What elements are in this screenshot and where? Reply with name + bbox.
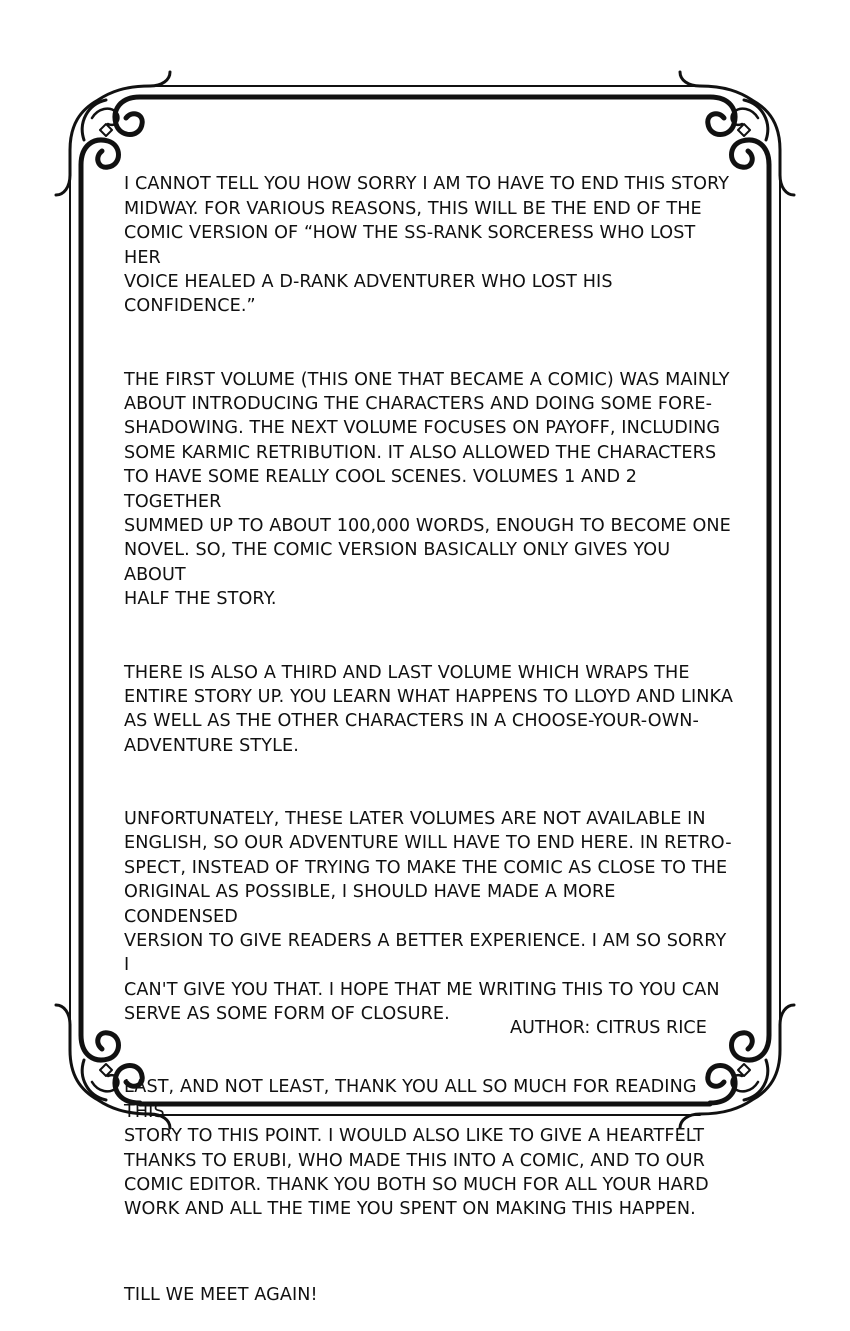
letter-body: [124, 148, 734, 1331]
letter-signoff: TILL WE MEET AGAIN!: [124, 1284, 318, 1305]
letter-paragraph-4: UNFORTUNATELY, THESE LATER VOLUMES ARE NOT AVAILABLE IN ENGLISH, SO OUR ADVENTURE WILL HAVE TO END HERE. IN RETRO- SPECT, INSTEAD OF TRYING TO MAKE THE COMIC AS CLOSE TO THE ORIGINAL AS POSSIBLE, I SHOULD HAVE MADE A MORE CONDENSED VERSION TO GIVE READERS A BETTER EXPERIENCE. I AM SO SORRY I CAN'T GIVE YOU THAT. I HOPE THAT ME WRITING THIS TO YOU CAN SERVE AS SOME FORM OF CLOSURE.: [124, 808, 732, 1025]
letter-paragraph-1: I CANNOT TELL YOU HOW SORRY I AM TO HAVE TO END THIS STORY MIDWAY. FOR VARIOUS REASONS, THIS WILL BE THE END OF THE COMIC VERSION OF “HOW THE SS-RANK SORCERESS WHO LOST HER VOICE HEALED A D-RANK ADVENTURER WHO LOST HIS CONFIDENCE.”: [124, 174, 730, 317]
letter-paragraph-3: THERE IS ALSO A THIRD AND LAST VOLUME WHICH WRAPS THE ENTIRE STORY UP. YOU LEARN WHAT HAPPENS TO LLOYD AND LINKA AS WELL AS THE OTHER CHARACTERS IN A CHOOSE-YOUR-OWN- ADVENTURE STYLE.: [124, 662, 733, 756]
letter-paragraph-5: LAST, AND NOT LEAST, THANK YOU ALL SO MUCH FOR READING THIS STORY TO THIS POINT. I WOULD ALSO LIKE TO GIVE A HEARTFELT THANKS TO ERUBI, WHO MADE THIS INTO A COMIC, AND TO OUR COMIC EDITOR. THANK YOU BOTH SO MUCH FOR ALL YOUR HARD WORK AND ALL THE TIME YOU SPENT ON MAKING THIS HAPPEN.: [124, 1077, 709, 1220]
author-signature: AUTHOR: CITRUS RICE: [510, 1018, 707, 1038]
letter-paragraph-2: THE FIRST VOLUME (THIS ONE THAT BECAME A COMIC) WAS MAINLY ABOUT INTRODUCING THE CHARACTERS AND DOING SOME FORE- SHADOWING. THE NEXT VOLUME FOCUSES ON PAYOFF, INCLUDING SOME KARMIC RETRIBUTION. IT ALSO ALLOWED THE CHARACTERS TO HAVE SOME REALLY COOL SCENES. VOLUMES 1 AND 2 TOGETHER SUMMED UP TO ABOUT 100,000 WORDS, ENOUGH TO BECOME ONE NOVEL. SO, THE COMIC VERSION BASICALLY ONLY GIVES YOU ABOUT HALF THE STORY.: [124, 369, 731, 610]
